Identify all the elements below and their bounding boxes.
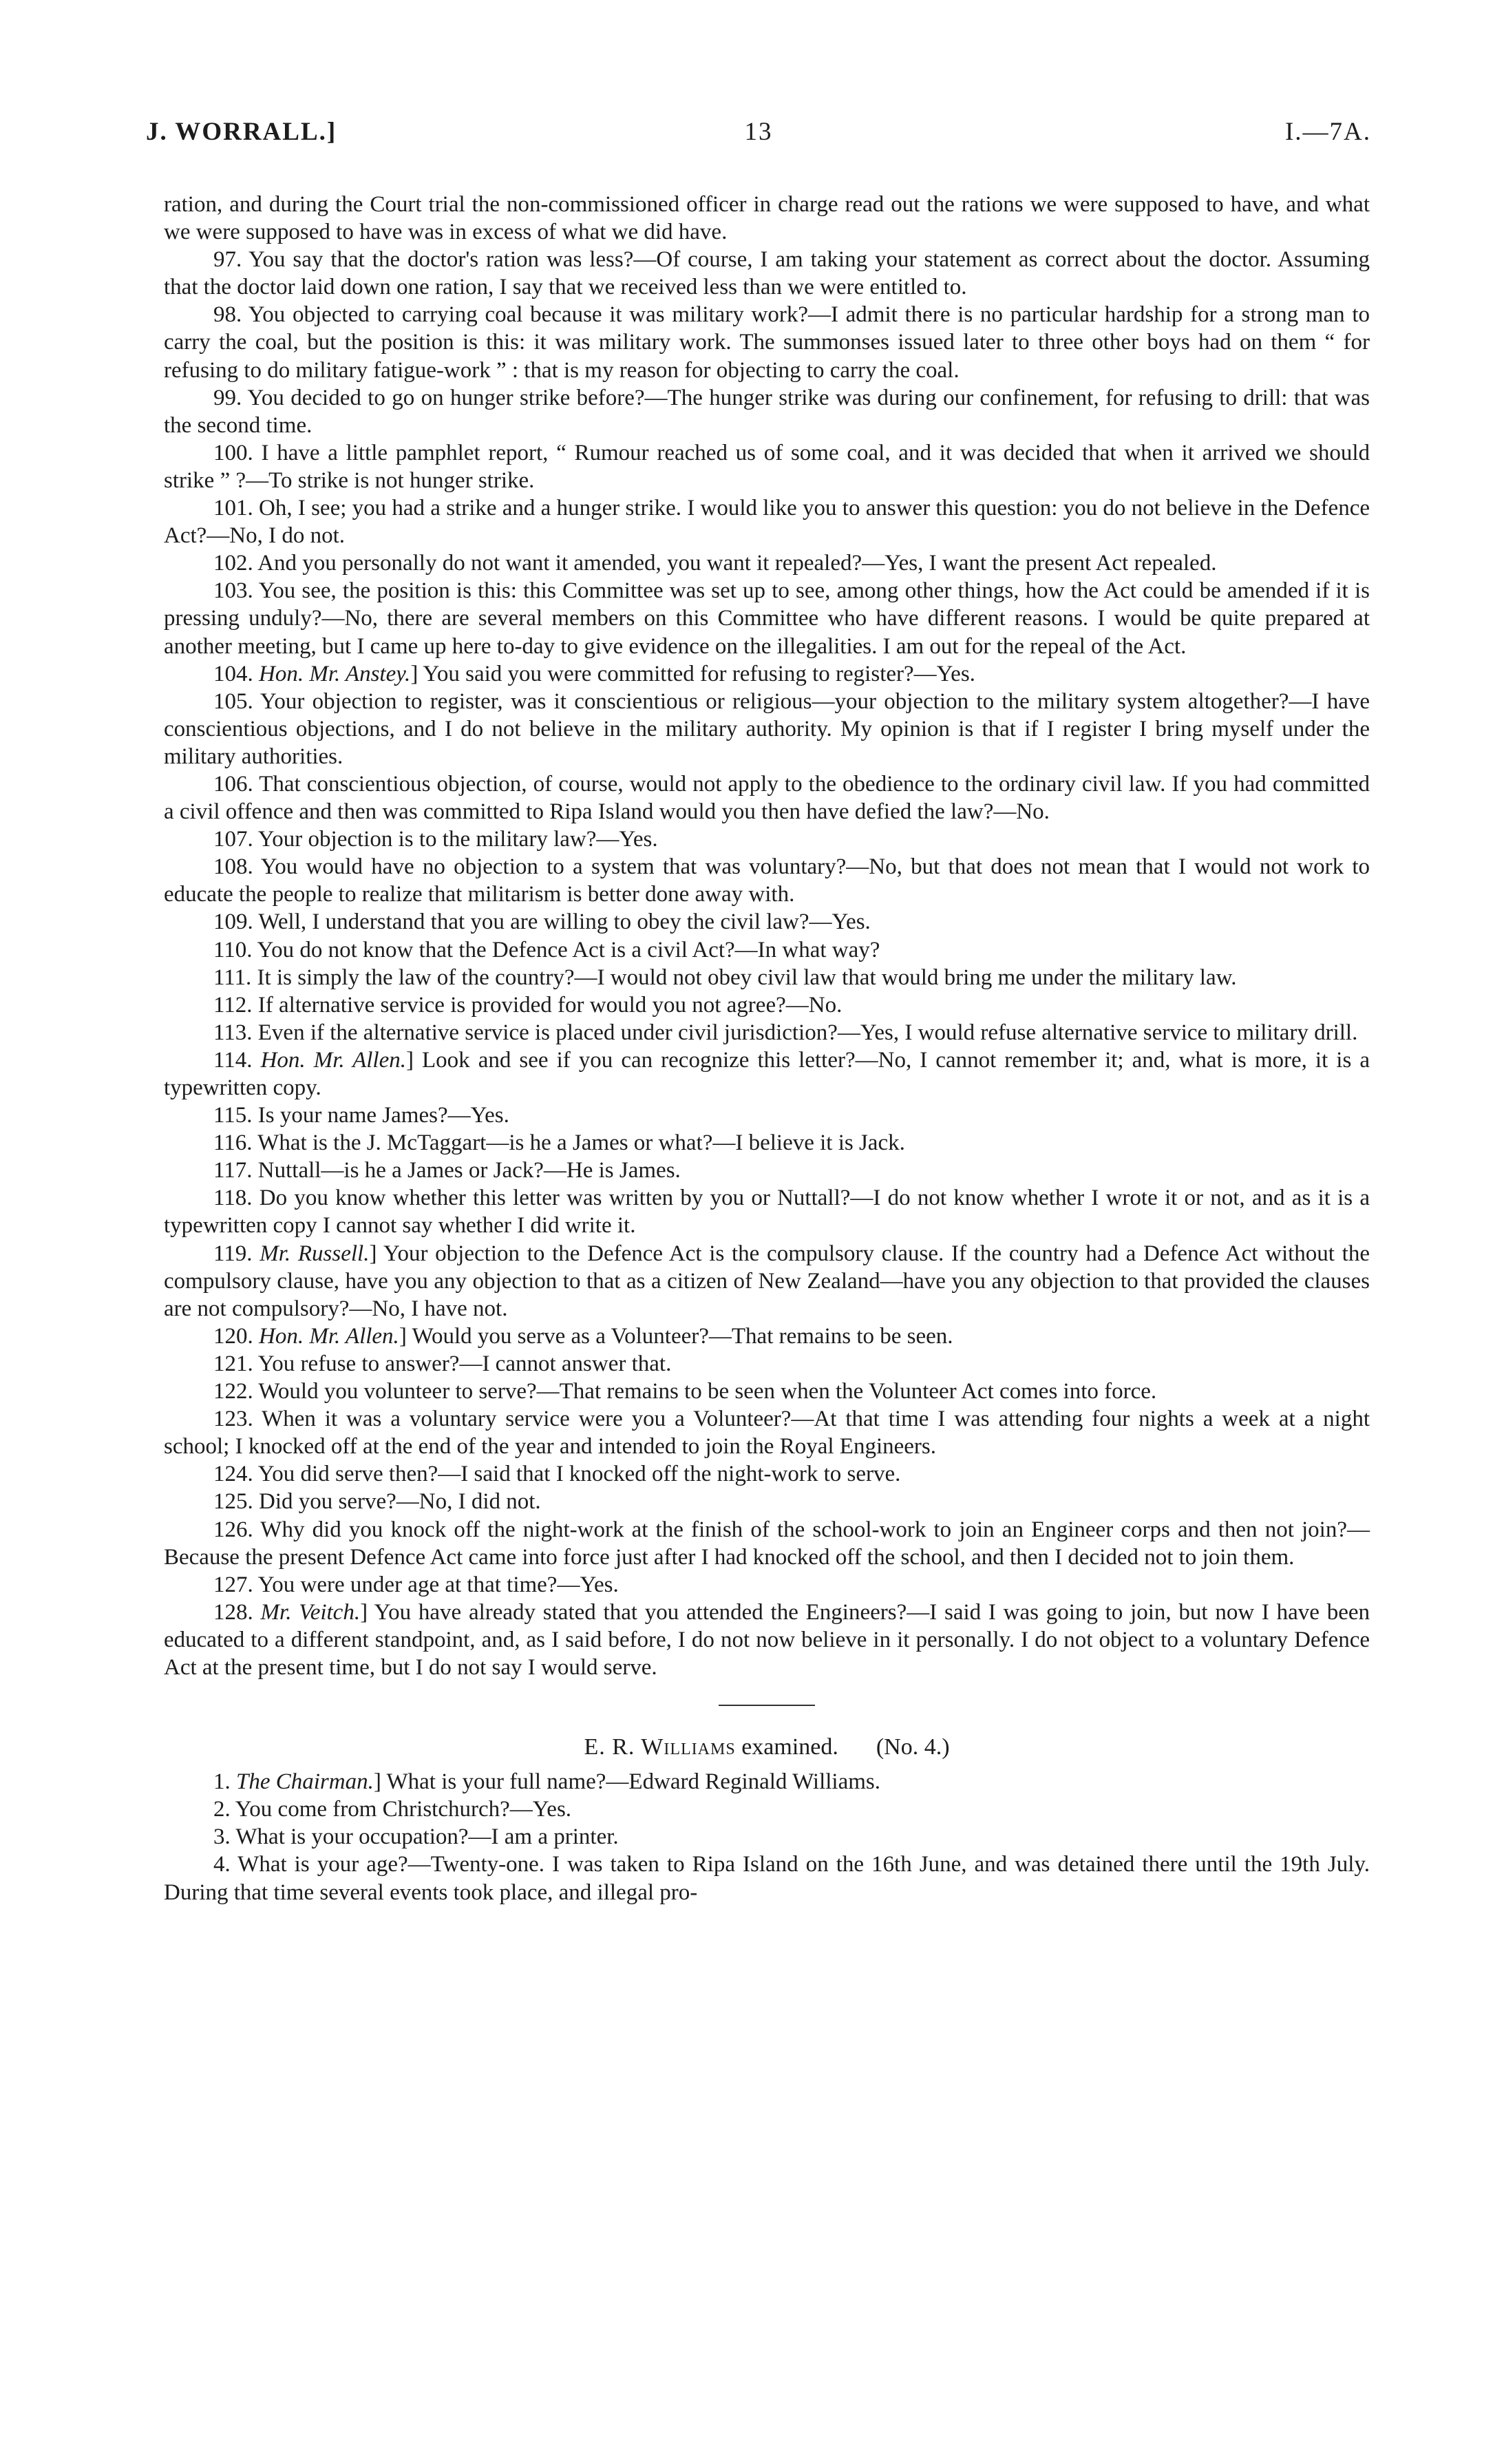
transcript-paragraph: 121. You refuse to answer?—I cannot answer that. (213, 1351, 672, 1376)
question-number: 1. (213, 1769, 231, 1795)
witness-heading (164, 1734, 1370, 1761)
transcript-paragraph: 101. Oh, I see; you had a strike and a hunger strike. I would like you to answer this question: you do not believe in the Defence Act?—No, I do not. (164, 496, 1370, 549)
section-divider (719, 1705, 815, 1706)
speaker-name: Hon. Mr. Anstey. (259, 661, 411, 686)
transcript-paragraph: 115. Is your name James?—Yes. (213, 1103, 509, 1128)
transcript-paragraph: 109. Well, I understand that you are willing to obey the civil law?—Yes. (213, 909, 871, 935)
transcript-paragraph: 124. You did serve then?—I said that I knocked off the night-work to serve. (213, 1462, 901, 1487)
transcript-paragraph: 98. You objected to carrying coal because it was military work?—I admit there is no particular hardship for a strong man to carry the coal, but the position is this: it was military work. The summonses issued later to three other boys had on them “ for refusing to do military fatigue-work ” : that is my reason for objecting to carry the coal. (164, 302, 1370, 383)
paragraph-text: Look and see if you can recognize this letter?—No, I cannot remember it; and, what is more, it is a typewritten copy. (164, 1047, 1370, 1100)
header-paper-reference: I.—7A. (1284, 118, 1371, 146)
question-number: 114. (213, 1047, 253, 1073)
transcript-paragraph: 126. Why did you knock off the night-work at the finish of the school-work to join an Engineer corps and then not join?—Because the present Defence Act came into force just after I had knocked off the school, and then I decided not to join them. (164, 1517, 1370, 1570)
transcript-paragraph: 108. You would have no objection to a system that was voluntary?—No, but that does not mean that I would not work to educate the people to realize that militarism is better done away with. (164, 854, 1370, 907)
question-number: 119. (213, 1241, 253, 1266)
speaker-name: Hon. Mr. Allen. (259, 1323, 399, 1349)
paragraph-text: Your objection to the Defence Act is the compulsory clause. If the country had a Defence Act without the compulsory clause, have you any objection to that as a citizen of New Zealand—have you any objection to that provided the clauses are not compulsory?—No, I have not. (164, 1241, 1370, 1321)
question-answer-list (164, 191, 1370, 1681)
header-witness-name: J. WORRALL.] (146, 118, 337, 146)
transcript-paragraph: 103. You see, the position is this: this Committee was set up to see, among other things, how the Act could be amended if it is pressing unduly?—No, there are several members on this Committee who have different reasons. I would be quite prepared at another meeting, but I came up here to-day to give evidence on the illegalities. I am out for the repeal of the Act. (164, 578, 1370, 659)
question-number: 128. (213, 1599, 253, 1625)
transcript-paragraph: 110. You do not know that the Defence Act is a civil Act?—In what way? (213, 937, 880, 962)
transcript-paragraph: 3. What is your occupation?—I am a printer. (213, 1824, 619, 1850)
page-number: 13 (744, 118, 773, 146)
witness-examined-label: examined. (741, 1734, 838, 1760)
transcript-paragraph: 112. If alternative service is provided for would you not agree?—No. (213, 992, 843, 1018)
transcript-paragraph: 111. It is simply the law of the country?—I would not obey civil law that would bring me under the military law. (213, 965, 1237, 990)
paragraph-text: You said you were committed for refusing to register?—Yes. (423, 661, 975, 686)
question-number: 104. (213, 661, 253, 686)
transcript-paragraph: 122. Would you volunteer to serve?—That remains to be seen when the Volunteer Act comes into force. (213, 1379, 1157, 1404)
witness-question-answer-list (164, 1768, 1370, 1906)
transcript-paragraph: 104. Hon. Mr. Anstey.] You said you were committed for refusing to register?—Yes. (213, 661, 975, 686)
speaker-name: Mr. Veitch. (260, 1599, 361, 1625)
transcript-paragraph: 106. That conscientious objection, of course, would not apply to the obedience to the ordinary civil law. If you had committed a civil offence and then was committed to Ripa Island would you then have defied the law?—No. (164, 771, 1370, 825)
paragraph-text: Would you serve as a Volunteer?—That remains to be seen. (412, 1323, 953, 1349)
transcript-paragraph: 113. Even if the alternative service is placed under civil jurisdiction?—Yes, I would refuse alternative service to military drill. (213, 1020, 1358, 1045)
transcript-paragraph: 116. What is the J. McTaggart—is he a James or what?—I believe it is Jack. (213, 1130, 905, 1156)
transcript-paragraph: 102. And you personally do not want it amended, you want it repealed?—Yes, I want the present Act repealed. (213, 551, 1217, 576)
witness-number: (No. 4.) (876, 1734, 950, 1760)
transcript-paragraph: 99. You decided to go on hunger strike before?—The hunger strike was during our confinement, for refusing to drill: that was the second time. (164, 385, 1370, 438)
transcript-paragraph: 119. Mr. Russell.] Your objection to the Defence Act is the compulsory clause. If the country had a Defence Act without the compulsory clause, have you any objection to that as a citizen of New Zealand—have you any objection to that provided the clauses are not compulsory?—No, I have not. (164, 1241, 1370, 1321)
transcript-paragraph: 127. You were under age at that time?—Yes. (213, 1572, 619, 1597)
transcript-paragraph: 107. Your objection is to the military law?—Yes. (213, 827, 658, 852)
transcript-paragraph: 123. When it was a voluntary service were you a Volunteer?—At that time I was attending four nights a week at a night school; I knocked off at the end of the year and intended to join the Royal Engineers. (164, 1407, 1370, 1460)
question-number: 120. (213, 1323, 253, 1349)
transcript-paragraph: 1. The Chairman.] What is your full name?—Edward Reginald Williams. (213, 1769, 880, 1795)
running-header (146, 117, 1371, 158)
transcript-paragraph: 2. You come from Christchurch?—Yes. (213, 1797, 572, 1822)
paragraph-text: What is your full name?—Edward Reginald Williams. (386, 1769, 880, 1795)
transcript-paragraph: 114. Hon. Mr. Allen.] Look and see if you can recognize this letter?—No, I cannot remember it; and, what is more, it is a typewritten copy. (164, 1047, 1370, 1100)
speaker-name: Hon. Mr. Allen. (260, 1047, 406, 1073)
transcript-body (164, 191, 1370, 1906)
transcript-paragraph: 125. Did you serve?—No, I did not. (213, 1489, 541, 1515)
transcript-paragraph: 97. You say that the doctor's ration was less?—Of course, I am taking your statement as correct about the doctor. Assuming that the doctor laid down one ration, I say that we received less than we were entitled to. (164, 247, 1370, 300)
witness-name: E. R. Williams (584, 1734, 736, 1760)
transcript-paragraph: 4. What is your age?—Twenty-one. I was taken to Ripa Island on the 16th June, and was detained there until the 19th July. During that time several events took place, and illegal pro- (164, 1852, 1370, 1905)
speaker-name: Mr. Russell. (260, 1241, 370, 1266)
speaker-name: The Chairman. (236, 1769, 374, 1795)
transcript-paragraph: 105. Your objection to register, was it conscientious or religious—your objection to the military system altogether?—I have conscientious objections, and I do not believe in the military authority. My opinion is that if I register I bring myself under the military authorities. (164, 688, 1370, 769)
transcript-paragraph: 118. Do you know whether this letter was written by you or Nuttall?—I do not know whether I wrote it or not, and as it is a typewritten copy I cannot say whether I did write it. (164, 1186, 1370, 1239)
paragraph-text: You have already stated that you attended the Engineers?—I said I was going to join, but now I have been educated to a different standpoint, and, as I said before, I do not now believe in it personally. I do not object to a voluntary Defence Act at the present time, but I do not say I would serve. (164, 1599, 1370, 1680)
transcript-paragraph: 100. I have a little pamphlet report, “ Rumour reached us of some coal, and it was decided that when it arrived we should strike ” ?—To strike is not hunger strike. (164, 440, 1370, 493)
transcript-paragraph: 117. Nuttall—is he a James or Jack?—He is James. (213, 1158, 681, 1183)
transcript-paragraph: 120. Hon. Mr. Allen.] Would you serve as a Volunteer?—That remains to be seen. (213, 1323, 953, 1349)
transcript-paragraph: 128. Mr. Veitch.] You have already stated that you attended the Engineers?—I said I was going to join, but now I have been educated to a different standpoint, and, as I said before, I do not now believe in it personally. I do not object to a voluntary Defence Act at the present time, but I do not say I would serve. (164, 1599, 1370, 1680)
transcript-paragraph: ration, and during the Court trial the non-commissioned officer in charge read out the rations we were supposed to have, and what we were supposed to have was in excess of what we did have. (164, 192, 1370, 245)
